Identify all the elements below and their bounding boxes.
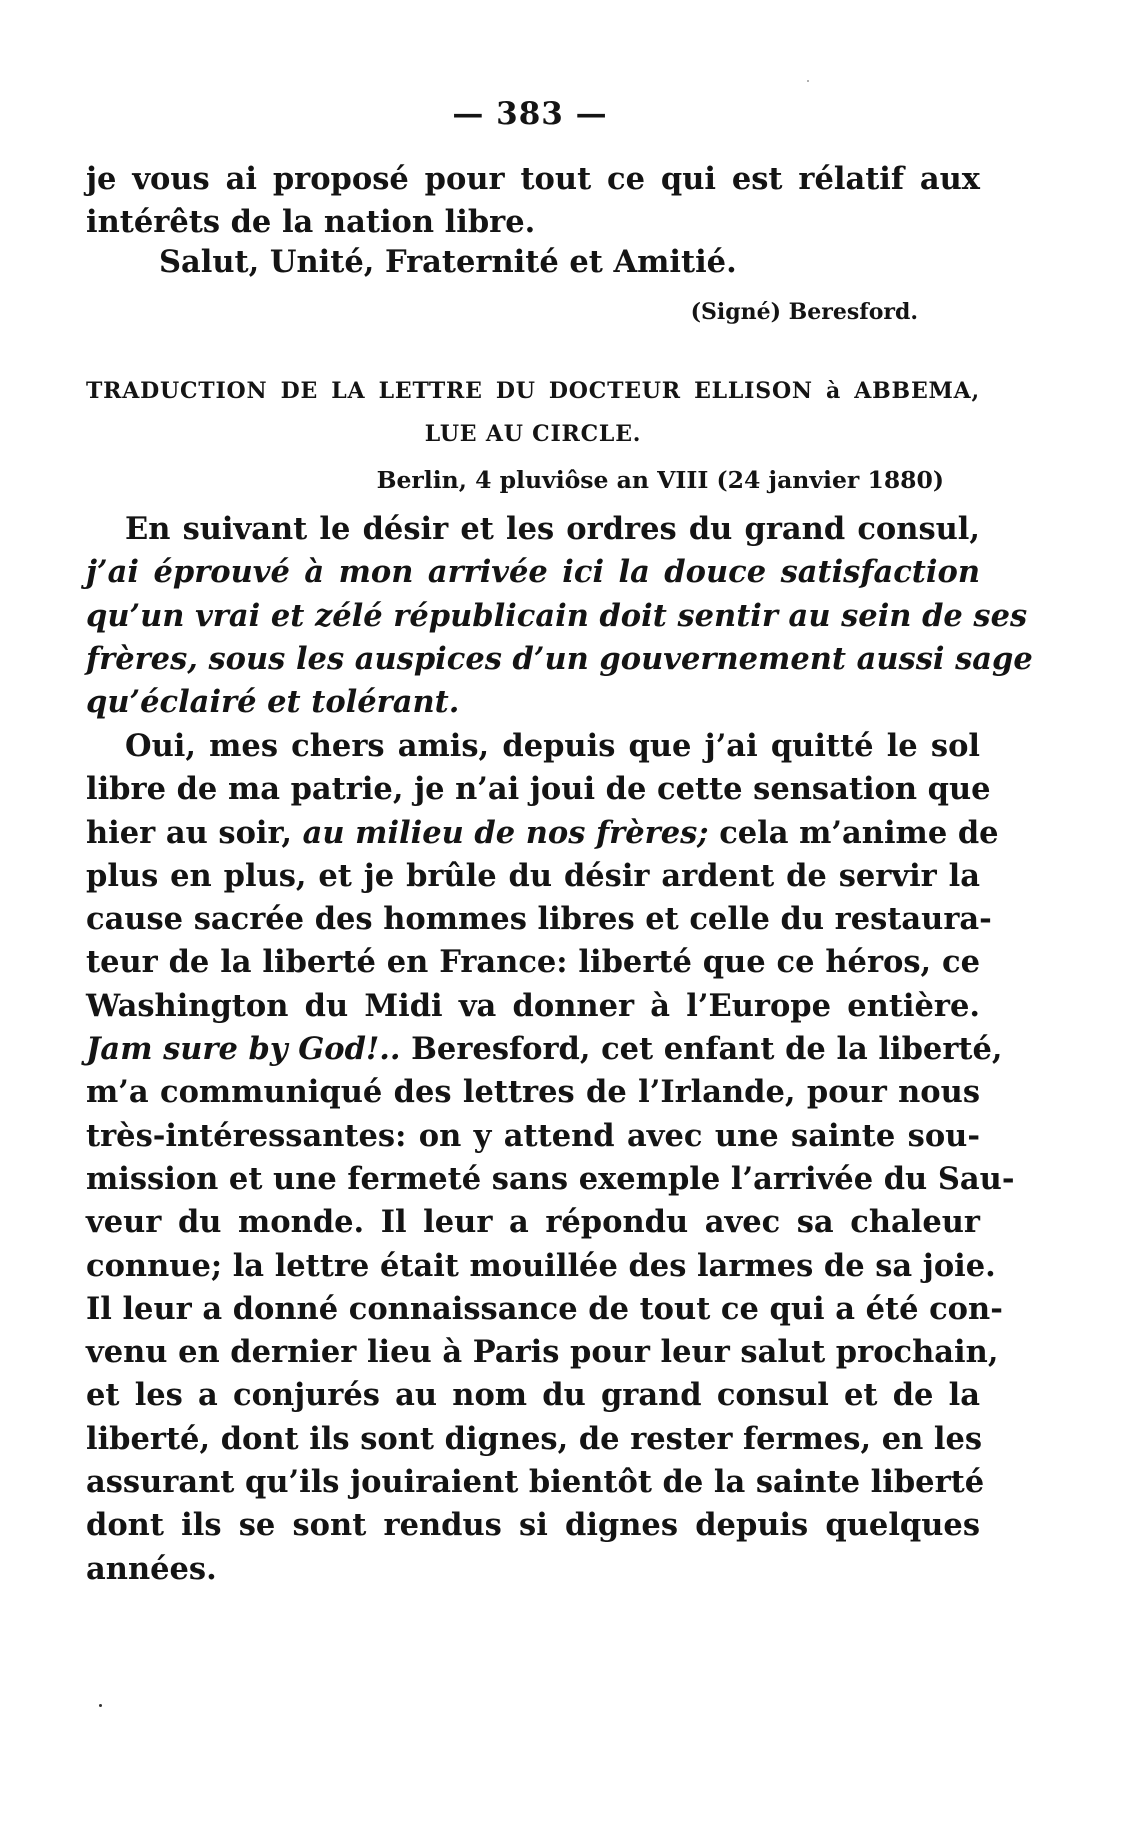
- section-heading: [86, 370, 980, 456]
- italic-line: frères, sous les auspices d’un gouvernement aussi sage: [86, 640, 1033, 677]
- italic-line: qu’un vrai et zélé républicain doit sentir au sein de ses: [86, 597, 1028, 634]
- text-line: très-intéressantes: on y attend avec une sainte sou-: [86, 1117, 980, 1154]
- dateline: Berlin, 4 pluviôse an VIII (24 janvier 1880): [376, 466, 944, 494]
- salutation: Salut, Unité, Fraternité et Amitié.: [159, 244, 737, 280]
- italic-span: au milieu de nos frères;: [302, 814, 709, 851]
- text-line: Il leur a donné connaissance de tout ce qui a été con-: [86, 1290, 1003, 1327]
- text-line: années.: [86, 1550, 217, 1587]
- text-line: [86, 1028, 1003, 1071]
- italic-line: qu’éclairé et tolérant.: [86, 684, 460, 721]
- text-line: et les a conjurés au nom du grand consul et de la: [86, 1377, 980, 1414]
- text-line: je vous ai proposé pour tout ce qui est rélatif aux: [86, 161, 980, 197]
- heading-line: LUE AU CIRCLE.: [424, 421, 642, 447]
- text-line: intérêts de la nation libre.: [86, 204, 536, 241]
- text-line: teur de la liberté en France: liberté que ce héros, ce: [86, 944, 980, 981]
- text-line: cause sacrée des hommes libres et celle du restaura-: [86, 901, 992, 938]
- text-line: [86, 812, 999, 855]
- text-line: venu en dernier lieu à Paris pour leur salut prochain,: [86, 1334, 999, 1371]
- text-line: libre de ma patrie, je n’ai joui de cette sensation que: [86, 771, 991, 808]
- text-line: En suivant le désir et les ordres du grand consul,: [125, 511, 980, 547]
- text-line: dont ils se sont rendus si dignes depuis quelques: [86, 1507, 980, 1544]
- text-span: cela m’anime de: [719, 814, 999, 851]
- text-span: Beresford, cet enfant de la liberté,: [411, 1031, 1003, 1068]
- ink-speck: [807, 80, 809, 82]
- paragraph-2: [86, 725, 1015, 1591]
- text-line: Oui, mes chers amis, depuis que j’ai quitté le sol: [125, 728, 980, 764]
- text-line: mission et une fermeté sans exemple l’arrivée du Sau-: [86, 1160, 1015, 1197]
- text-line: plus en plus, et je brûle du désir ardent de servir la: [86, 857, 980, 894]
- text-span: hier au soir,: [86, 814, 292, 851]
- page-number: — 383 —: [452, 96, 608, 132]
- heading-line: TRADUCTION DE LA LETTRE DU DOCTEUR ELLISON à ABBEMA,: [86, 378, 980, 404]
- signature: (Signé) Beresford.: [690, 299, 918, 325]
- text-line: liberté, dont ils sont dignes, de rester fermes, en les: [86, 1420, 983, 1457]
- text-line: veur du monde. Il leur a répondu avec sa chaleur: [86, 1204, 980, 1241]
- paragraph-1: [86, 508, 1033, 724]
- italic-span: Jam sure by God!..: [86, 1031, 401, 1068]
- text-line: m’a communiqué des lettres de l’Irlande, pour nous: [86, 1074, 980, 1111]
- ink-speck: [99, 1704, 102, 1707]
- text-line: connue; la lettre était mouillée des larmes de sa joie.: [86, 1247, 996, 1284]
- text-line: assurant qu’ils jouiraient bientôt de la sainte liberté: [86, 1464, 985, 1501]
- text-line: Washington du Midi va donner à l’Europe entière.: [86, 987, 980, 1024]
- italic-line: j’ai éprouvé à mon arrivée ici la douce satisfaction: [86, 554, 980, 591]
- letter-closing-text: [86, 158, 980, 245]
